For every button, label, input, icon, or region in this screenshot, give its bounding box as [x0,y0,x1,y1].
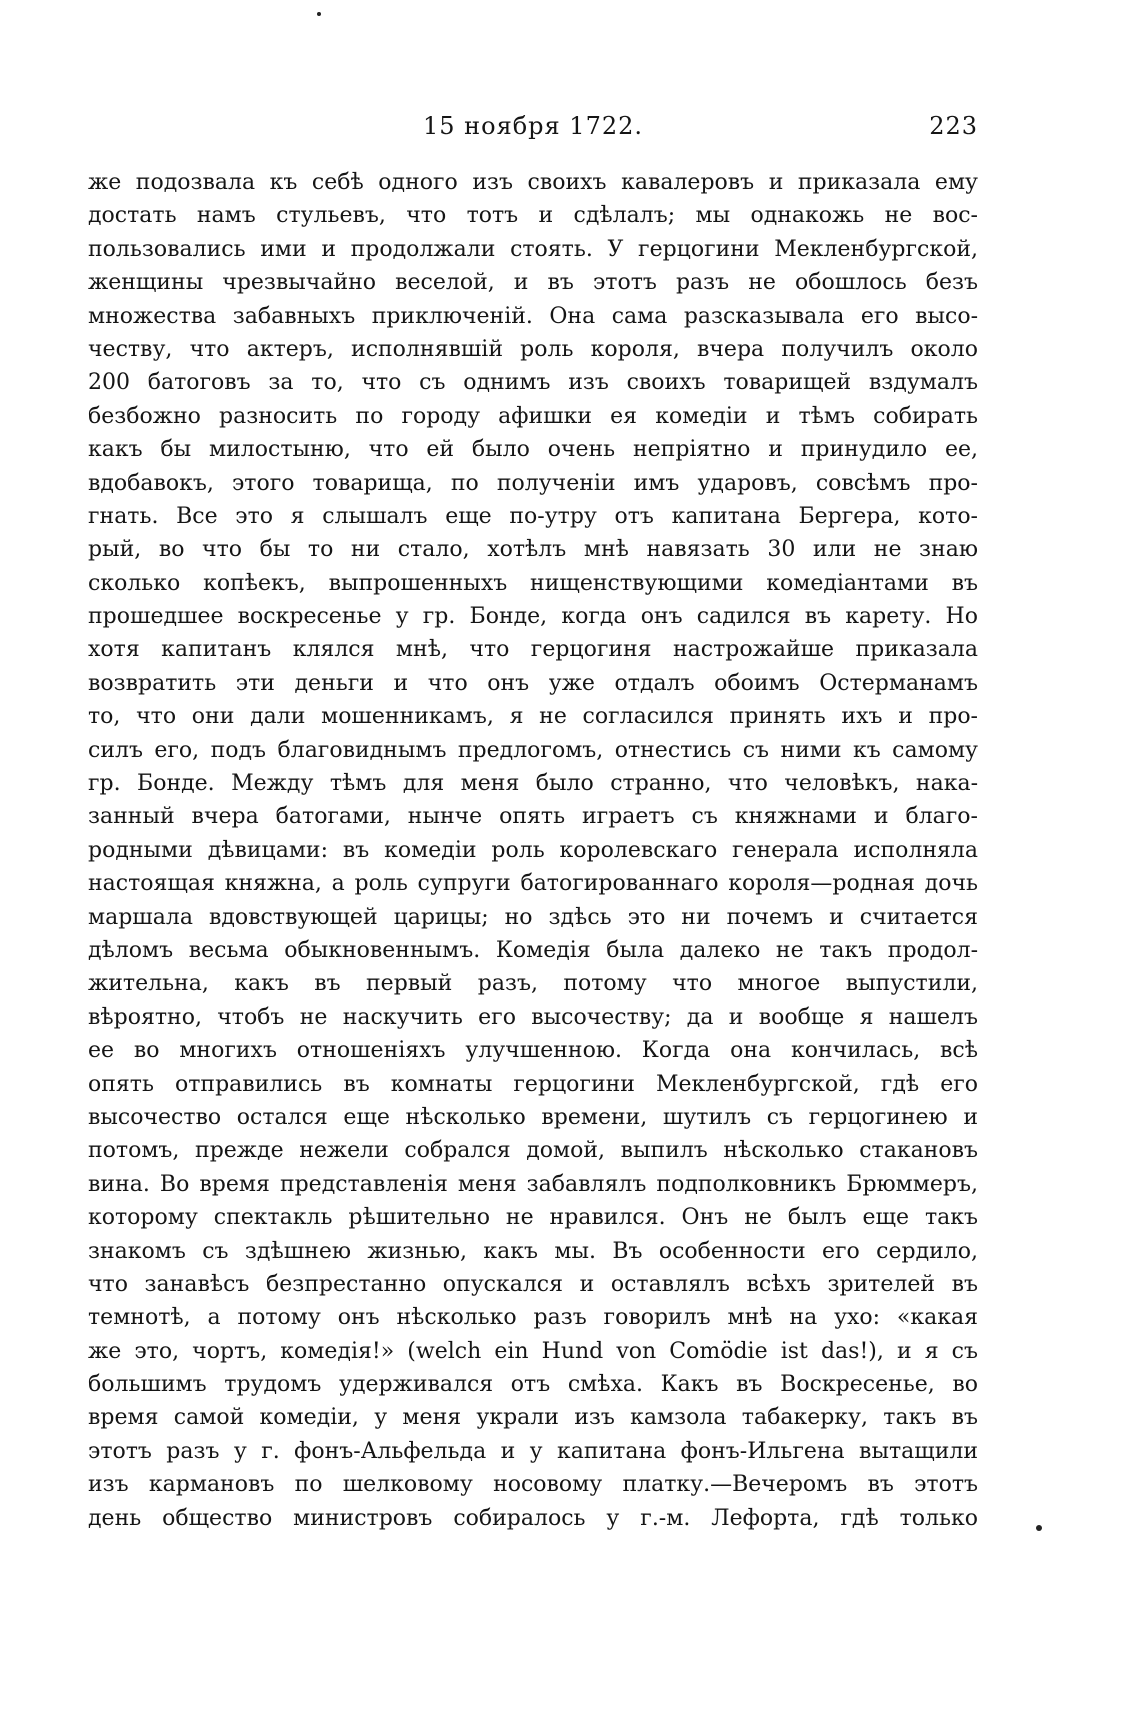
text-line: же подозвала къ себѣ одного изъ своихъ кавалеровъ и приказала ему [88,170,978,195]
text-line: 200 батоговъ за то, что съ однимъ изъ своихъ товарищей вздумалъ [88,370,978,396]
text-line: прошедшее воскресенье у гр. Бонде, когда онъ садился въ карету. Но [88,604,978,630]
text-line: опять отправились въ комнаты герцогини Мекленбургской, гдѣ его [88,1071,978,1097]
running-head: 15 ноября 1722. [422,112,644,140]
text-line: занный вчера батогами, нынче опять играетъ съ княжнами и благо- [88,804,978,830]
text-line: сколько копѣекъ, выпрошенныхъ нищенствующими комедіантами въ [88,570,978,596]
text-line: честву, что актеръ, исполнявшій роль короля, вчера получилъ около [88,336,978,362]
text-line: же это, чортъ, комедія!» (welch ein Hund von Comödie ist das!), и я съ [88,1338,978,1364]
text-line: вина. Во время представленія меня забавлялъ подполковникъ Брюммеръ, [88,1171,978,1197]
text-line: жительна, какъ въ первый разъ, потому что многое выпустили, [88,971,978,997]
ink-speck-top [317,12,321,16]
text-line: дѣломъ весьма обыкновеннымъ. Комедія была далеко не такъ продол- [88,937,978,963]
text-line: силъ его, подъ благовиднымъ предлогомъ, отнестись съ ними къ самому [88,737,978,763]
text-line: достать намъ стульевъ, что тотъ и сдѣлалъ; мы однакожь не вос- [88,203,978,229]
text-line: большимъ трудомъ удерживался отъ смѣха. Какъ въ Воскресенье, во [88,1372,978,1398]
text-line: возвратить эти деньги и что онъ уже отдалъ обоимъ Остерманамъ [88,670,978,696]
text-line: изъ кармановъ по шелковому носовому платку.—Вечеромъ въ этотъ [88,1472,978,1498]
text-line: безбожно разносить по городу афишки ея комедіи и тѣмъ собирать [88,403,978,429]
text-line: что занавѣсъ безпрестанно опускался и оставлялъ всѣхъ зрителей въ [88,1271,978,1297]
text-line: гр. Бонде. Между тѣмъ для меня было странно, что человѣкъ, нака- [88,771,978,797]
text-line: рый, во что бы то ни стало, хотѣлъ мнѣ навязать 30 или не знаю [88,537,978,563]
text-line: потомъ, прежде нежели собрался домой, выпилъ нѣсколько стакановъ [88,1138,978,1164]
text-line: ее во многихъ отношеніяхъ улучшенною. Когда она кончилась, всѣ [88,1038,978,1064]
text-line: настоящая княжна, а роль супруги батогированнаго короля—родная дочь [88,871,978,897]
text-line: время самой комедіи, у меня украли изъ камзола табакерку, такъ въ [88,1405,978,1431]
body-text [88,166,978,1535]
text-line: вѣроятно, чтобъ не наскучить его высочеству; да и вообще я нашелъ [88,1004,978,1030]
text-line: день общество министровъ собиралось у г.-м. Лефорта, гдѣ только [88,1505,978,1531]
text-line: то, что они дали мошенникамъ, я не согласился принять ихъ и про- [88,704,978,730]
page-number: 223 [929,112,978,140]
text-line: этотъ разъ у г. фонъ-Альфельда и у капитана фонъ-Ильгена вытащили [88,1438,978,1464]
text-line: какъ бы милостыню, что ей было очень непріятно и принудило ее, [88,437,978,463]
text-line: знакомъ съ здѣшнею жизнью, какъ мы. Въ особенности его сердило, [88,1238,978,1264]
text-line: хотя капитанъ клялся мнѣ, что герцогиня настрожайше приказала [88,637,978,663]
text-line: вдобавокъ, этого товарища, по полученіи имъ ударовъ, совсѣмъ про- [88,470,978,496]
text-line: высочество остался еще нѣсколько времени, шутилъ съ герцогинею и [88,1104,978,1130]
text-line: родными дѣвицами: въ комедіи роль королевскаго генерала исполняла [88,837,978,863]
text-line: множества забавныхъ приключеній. Она сама разсказывала его высо- [88,303,978,329]
text-line: гнать. Все это я слышалъ еще по-утру отъ капитана Бергера, кото- [88,503,978,529]
text-line: пользовались ими и продолжали стоять. У герцогини Мекленбургской, [88,236,978,262]
page-header [88,112,978,148]
ink-speck-margin [1036,1525,1042,1531]
text-line: которому спектакль рѣшительно не нравился. Онъ не былъ еще такъ [88,1205,978,1231]
text-line: маршала вдовствующей царицы; но здѣсь это ни почемъ и считается [88,904,978,930]
text-line: темнотѣ, а потому онъ нѣсколько разъ говорилъ мнѣ на ухо: «какая [88,1305,978,1331]
text-line: женщины чрезвычайно веселой, и въ этотъ разъ не обошлось безъ [88,270,978,296]
